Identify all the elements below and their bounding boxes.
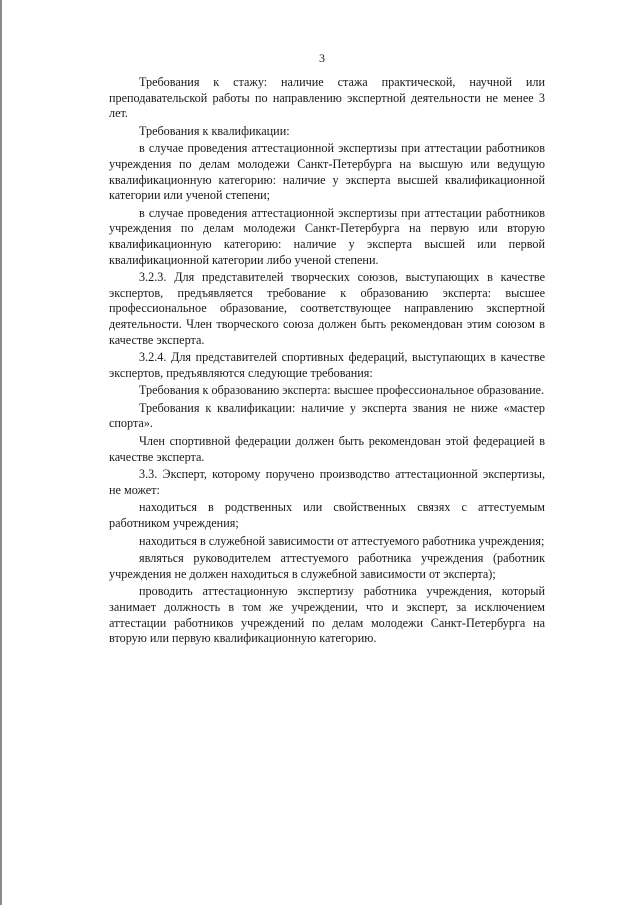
paragraph: в случае проведения аттестационной экспертизы при аттестации работников учреждения по делам молодежи Санкт-Петербурга на первую или вторую квалификационную категорию: наличие у эксперта высшей или первой квалификационной категории либо ученой степени. <box>109 205 545 267</box>
paragraph: Требования к квалификации: <box>139 123 290 138</box>
paragraph: Требования к стажу: наличие стажа практической, научной или преподавательской работы по направлению экспертной деятельности не менее 3 лет. <box>109 75 545 121</box>
paragraph: являться руководителем аттестуемого работника учреждения (работник учреждения не должен находиться в служебной зависимости от эксперта); <box>109 551 545 581</box>
document-body <box>109 75 545 649</box>
paragraph: 3.2.4. Для представителей спортивных федераций, выступающих в качестве экспертов, предъявляются следующие требования: <box>109 350 545 380</box>
paragraph: находиться в родственных или свойственных связях с аттестуемым работником учреждения; <box>109 500 545 531</box>
page-number: 3 <box>319 51 325 65</box>
paragraph: 3.2.3. Для представителей творческих союзов, выступающих в качестве экспертов, предъявляется требование к образованию эксперта: высшее профессиональное образование, соответствующее направлению экспертной деятельности. Член творческого союза должен быть рекомендован этим союзом в качестве эксперта. <box>109 270 545 347</box>
paragraph: 3.3. Эксперт, которому поручено производство аттестационной экспертизы, не может: <box>109 467 545 497</box>
paragraph: Член спортивной федерации должен быть рекомендован этой федерацией в качестве эксперта. <box>109 434 545 464</box>
paragraph: Требования к квалификации: наличие у эксперта звания не ниже «мастер спорта». <box>109 400 545 431</box>
paragraph: Требования к образованию эксперта: высшее профессиональное образование. <box>139 383 545 398</box>
paragraph: в случае проведения аттестационной экспертизы при аттестации работников учреждения по делам молодежи Санкт-Петербурга на высшую или ведущую квалификационную категорию: наличие у эксперта высшей квалификационной категории или ученой степени; <box>109 141 545 203</box>
paragraph: находиться в служебной зависимости от аттестуемого работника учреждения; <box>139 533 545 548</box>
paragraph: проводить аттестационную экспертизу работника учреждения, который занимает должность в том же учреждении, что и эксперт, за исключением аттестации работников учреждений по делам молодежи Санкт-Петербурга на вторую или первую квалификационную категорию. <box>109 584 545 646</box>
